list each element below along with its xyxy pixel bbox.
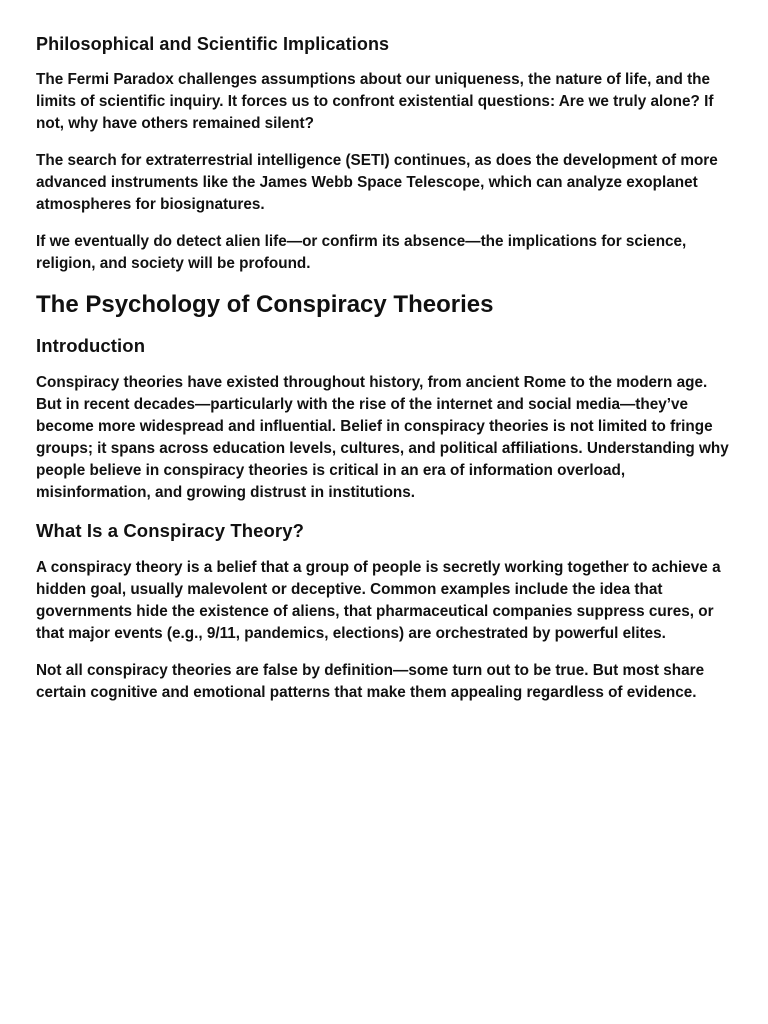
paragraph-fermi-2: The search for extraterrestrial intelligence (SETI) continues, as does the development of more advanced instruments like the James Webb Space Telescope, which can analyze exoplanet atmospheres for biosignatures. [36, 152, 718, 213]
paragraph-definition-2: Not all conspiracy theories are false by definition—some turn out to be true. But most share certain cognitive and emotional patterns that make them appealing regardless of evidence. [36, 662, 705, 701]
section-heading-definition: What Is a Conspiracy Theory? [36, 520, 305, 541]
article-title: The Psychology of Conspiracy Theories [36, 291, 494, 318]
section-heading-fermi-implications: Philosophical and Scientific Implications [36, 34, 390, 54]
section-heading-introduction: Introduction [36, 335, 146, 356]
paragraph-definition-1: A conspiracy theory is a belief that a group of people is secretly working together to achieve a hidden goal, usually malevolent or deceptive. Common examples include the idea that governments hide the existence of aliens, that pharmaceutical companies suppress cures, or that major events (e.g., 9/11, pandemics, elections) are orchestrated by powerful elites. [36, 559, 721, 642]
paragraph-introduction: Conspiracy theories have existed throughout history, from ancient Rome to the modern age. But in recent decades—particularly with the rise of the internet and social media—they’ve become more widespread and influential. Belief in conspiracy theories is not limited to fringe groups; it spans across education levels, cultures, and political affiliations. Understanding why people believe in conspiracy theories is critical in an era of information overload, misinformation, and growing distrust in institutions. [36, 374, 729, 501]
paragraph-fermi-3: If we eventually do detect alien life—or confirm its absence—the implications for science, religion, and society will be profound. [36, 233, 687, 272]
paragraph-fermi-1: The Fermi Paradox challenges assumptions about our uniqueness, the nature of life, and the limits of scientific inquiry. It forces us to confront existential questions: Are we truly alone? If not, why have others remained silent? [36, 71, 714, 132]
